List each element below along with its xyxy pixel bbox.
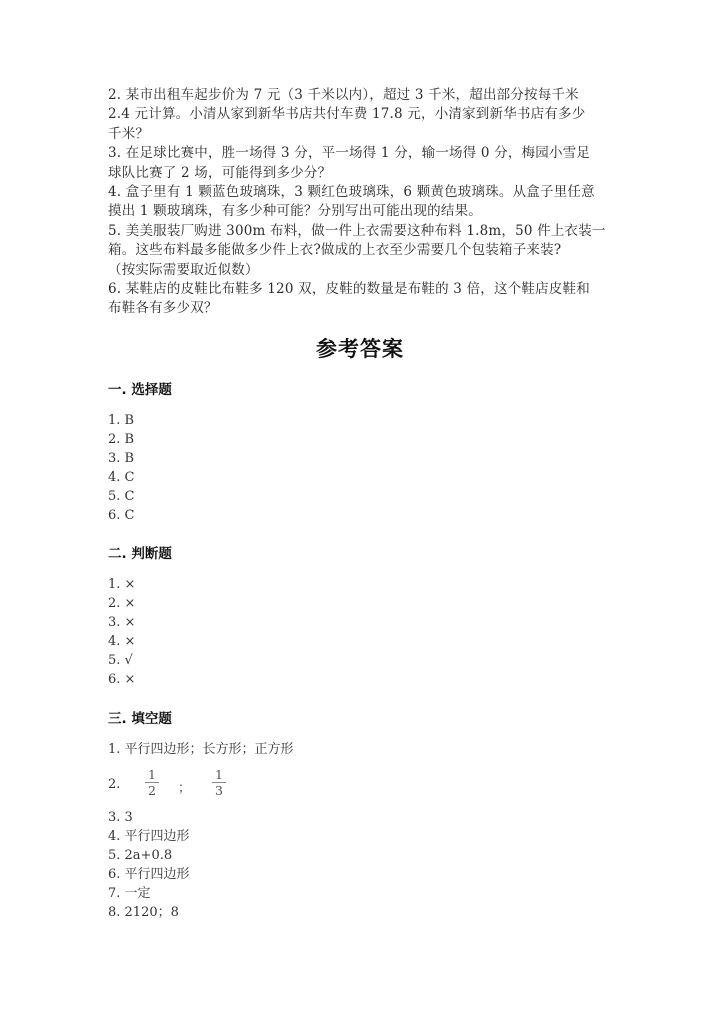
question-text-line: 6. 某鞋店的皮鞋比布鞋多 120 双，皮鞋的数量是布鞋的 3 倍，这个鞋店皮鞋和 — [108, 281, 590, 298]
section-heading-multiple-choice: 一. 选择题 — [108, 382, 172, 398]
question-text-line: 箱。这些布料最多能做多少件上衣?做成的上衣至少需要几个包装箱子来装? — [108, 242, 562, 259]
question-4 — [108, 183, 618, 222]
question-text-line: 4. 盒子里有 1 颗蓝色玻璃珠，3 颗红色玻璃珠，6 颗黄色玻璃珠。从盒子里任意 — [108, 184, 595, 201]
answer-item: 5. C — [108, 489, 135, 505]
answer-item: 3. 3 — [108, 810, 133, 825]
answer-item: 1. B — [108, 413, 135, 428]
answer-item: 3. × — [108, 615, 136, 631]
question-text-line: 2.4 元计算。小清从家到新华书店共付车费 17.8 元，小清家到新华书店有多少 — [108, 106, 586, 123]
answer-item: 1. 平行四边形；长方形；正方形 — [108, 742, 294, 757]
question-2 — [108, 86, 618, 144]
answer-item: 5. √ — [108, 653, 133, 669]
answer-item: 5. 2a+0.8 — [108, 848, 173, 864]
answer-item: 7. 一定 — [108, 886, 151, 902]
answer-item: 6. C — [108, 508, 135, 524]
fill-blank-answers-rest — [108, 808, 190, 923]
fraction-numerator: 1 — [145, 768, 159, 783]
answer-item: 4. 平行四边形 — [108, 829, 190, 845]
question-text-line: 球队比赛了 2 场，可能得到多少分？ — [108, 164, 332, 181]
multiple-choice-answers — [108, 411, 134, 526]
answer-separator: ； — [178, 781, 192, 796]
fraction-denominator: 2 — [148, 783, 156, 798]
answer-item: 4. × — [108, 634, 136, 650]
question-text-line: 布鞋各有多少双？ — [108, 300, 218, 317]
question-text-line: 3. 在足球比赛中，胜一场得 3 分，平一场得 1 分，输一场得 0 分，梅园小雪足 — [108, 145, 591, 162]
fraction-one-third — [212, 768, 226, 798]
answer-item: 4. C — [108, 470, 135, 486]
question-6 — [108, 280, 618, 319]
word-problems — [108, 86, 618, 319]
answer-item: 6. 平行四边形 — [108, 867, 190, 883]
fraction-denominator: 3 — [215, 783, 223, 798]
section-heading-true-false: 二. 判断题 — [108, 546, 172, 562]
fraction-numerator: 1 — [212, 768, 226, 783]
question-5 — [108, 222, 618, 280]
answer-item: 2. × — [108, 596, 136, 612]
answer-key-title: 参考答案 — [316, 337, 404, 361]
fraction-one-half — [145, 768, 159, 798]
answer-item: 2. B — [108, 432, 135, 448]
question-text-line: 2. 某市出租车起步价为 7 元（3 千米以内），超过 3 千米，超出部分按每千米 — [108, 87, 579, 103]
answer-item: 8. 2120；8 — [108, 905, 179, 921]
question-text-line: 千米？ — [108, 125, 150, 142]
question-text-line: 摸出 1 颗玻璃珠，有多少种可能？分别写出可能出现的结果。 — [108, 203, 482, 220]
answer-number: 2. — [108, 777, 121, 792]
answer-item: 3. B — [108, 451, 135, 467]
fill-blank-answer-1 — [108, 740, 294, 759]
question-text-line: 5. 美美服装厂购进 300m 布料，做一件上衣需要这种布料 1.8m，50 件上衣装一 — [108, 222, 606, 239]
answer-item: 6. × — [108, 672, 136, 688]
true-false-answers — [108, 575, 135, 690]
question-text-line: （按实际需要取近似数） — [108, 261, 259, 278]
question-3 — [108, 144, 618, 183]
section-heading-fill-blank: 三. 填空题 — [108, 711, 172, 727]
answer-item: 1. × — [108, 577, 136, 592]
